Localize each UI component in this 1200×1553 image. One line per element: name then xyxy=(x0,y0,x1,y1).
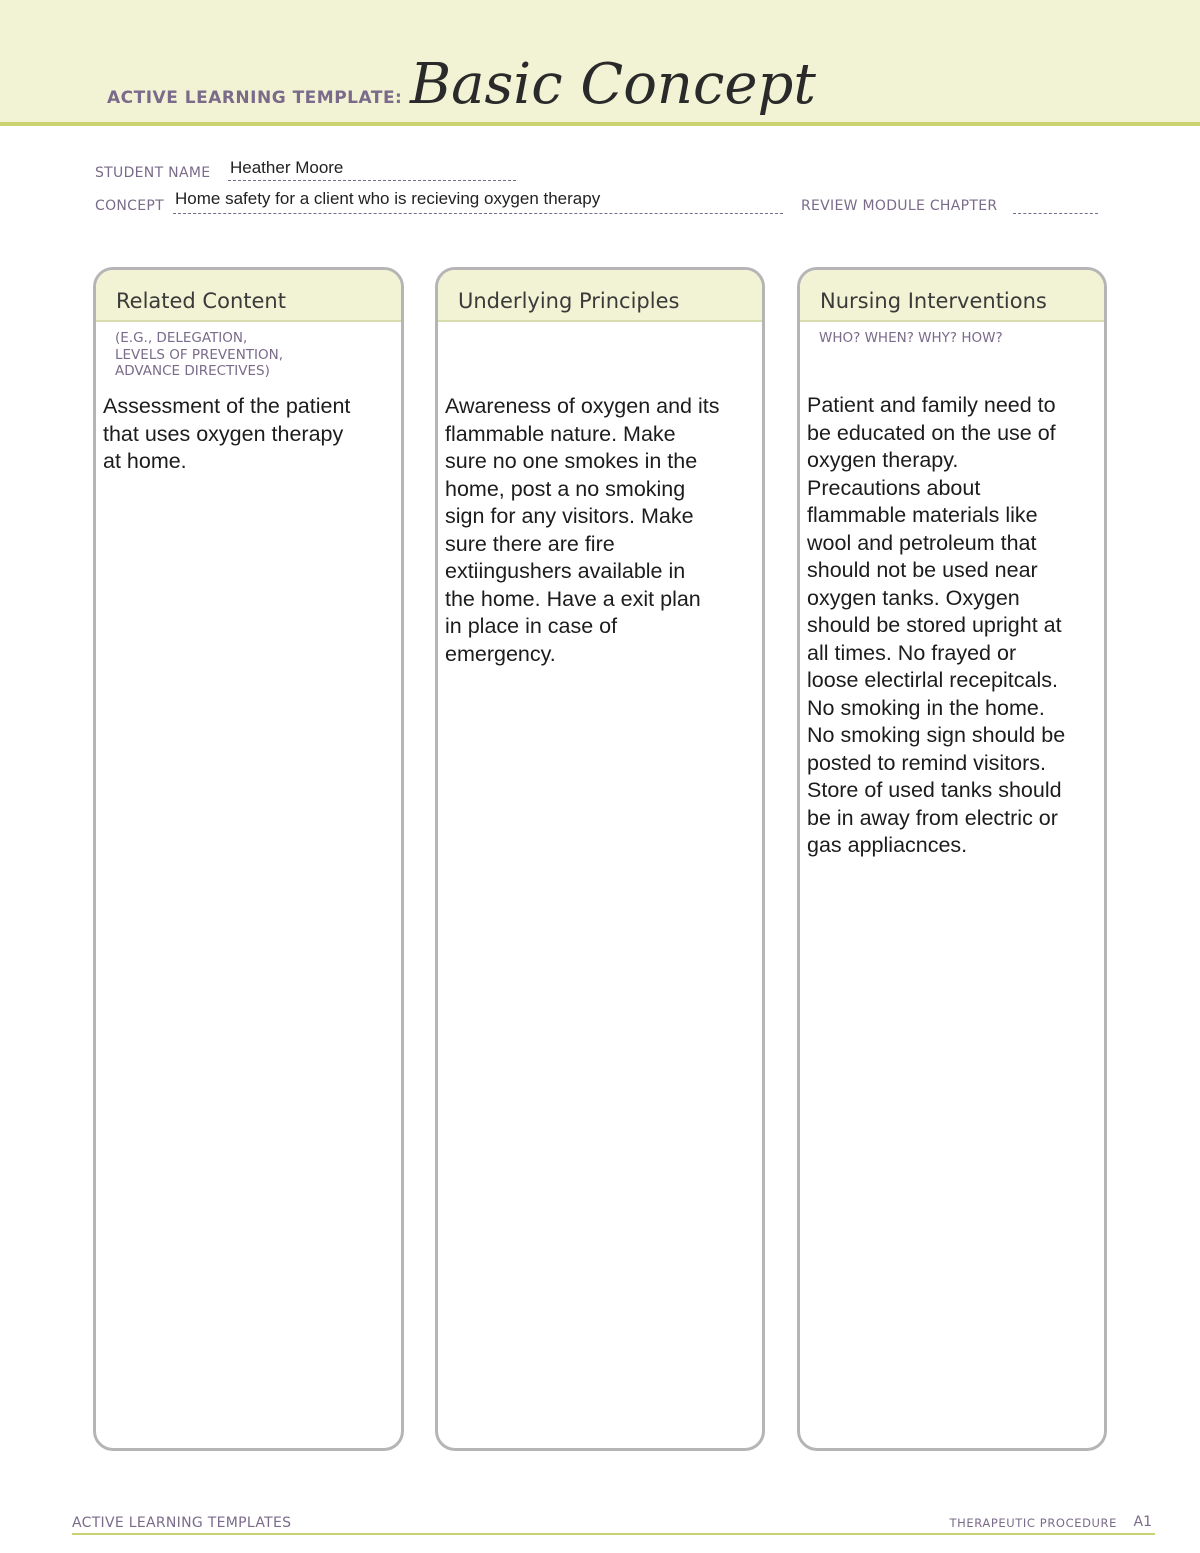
body-line: all times. No frayed or xyxy=(807,640,1017,665)
body-line: No smoking in the home. xyxy=(807,695,1045,720)
body-line: sure there are fire xyxy=(445,531,615,556)
review-module-label: REVIEW MODULE CHAPTER xyxy=(801,198,998,214)
underlying-principles-box xyxy=(435,267,765,1451)
body-line: should be stored upright at xyxy=(807,613,1062,637)
footer-left: ACTIVE LEARNING TEMPLATES xyxy=(72,1515,292,1531)
body-line: oxygen tanks. Oxygen xyxy=(807,585,1020,610)
related-content-text[interactable] xyxy=(103,393,393,476)
body-line: posted to remind visitors. xyxy=(807,750,1046,775)
underlying-principles-heading: Underlying Principles xyxy=(438,270,762,322)
student-name-value[interactable]: Heather Moore xyxy=(230,158,344,177)
underlying-principles-text[interactable] xyxy=(445,393,735,668)
body-line: should not be used near xyxy=(807,558,1038,582)
body-line: be educated on the use of xyxy=(807,420,1056,445)
body-line: loose electirlal recepitcals. xyxy=(807,668,1058,692)
concept-label: CONCEPT xyxy=(95,198,164,214)
template-title: Basic Concept xyxy=(410,52,816,117)
body-line: flammable materials like xyxy=(807,503,1038,527)
body-line: extiingushers available in xyxy=(445,559,686,583)
concept-value[interactable]: Home safety for a client who is recieving oxygen therapy xyxy=(175,189,601,208)
body-line: Store of used tanks should xyxy=(807,778,1062,802)
footer-page-number: A1 xyxy=(1133,1514,1152,1530)
body-line: gas appliacnces. xyxy=(807,833,968,857)
body-line: Patient and family need to xyxy=(807,393,1056,417)
footer-right: THERAPEUTIC PROCEDURE xyxy=(949,1516,1117,1530)
related-content-heading: Related Content xyxy=(96,270,401,322)
related-content-hint xyxy=(96,330,401,380)
body-line: emergency. xyxy=(445,641,556,666)
student-name-label: STUDENT NAME xyxy=(95,165,211,181)
nursing-interventions-hint xyxy=(800,330,1104,347)
hint-line: LEVELS OF PREVENTION, xyxy=(115,346,284,363)
body-line: the home. Have a exit plan xyxy=(445,586,701,611)
body-line: home, post a no smoking xyxy=(445,476,686,501)
body-line: sure no one smokes in the xyxy=(445,449,698,473)
body-line: No smoking sign should be xyxy=(807,723,1066,747)
body-line: Assessment of the patient xyxy=(103,394,351,418)
hint-line: WHO? WHEN? WHY? HOW? xyxy=(819,330,1003,346)
student-name-line xyxy=(228,180,516,181)
concept-line xyxy=(173,213,783,214)
footer-rule xyxy=(72,1533,1155,1535)
review-module-line[interactable] xyxy=(1013,213,1098,214)
body-line: Precautions about xyxy=(807,475,981,500)
body-line: in place in case of xyxy=(445,614,618,638)
body-line: oxygen therapy. xyxy=(807,448,959,472)
header-rule xyxy=(0,122,1200,126)
body-line: sign for any visitors. Make xyxy=(445,504,694,528)
hint-line: ADVANCE DIRECTIVES) xyxy=(115,363,270,379)
nursing-interventions-heading: Nursing Interventions xyxy=(800,270,1104,322)
body-line: be in away from electric or xyxy=(807,805,1058,830)
nursing-interventions-box xyxy=(797,267,1107,1451)
body-line: wool and petroleum that xyxy=(807,530,1037,555)
body-line: Awareness of oxygen and its xyxy=(445,394,720,418)
related-content-box xyxy=(93,267,404,1451)
hint-line: (E.G., DELEGATION, xyxy=(115,330,248,346)
template-label: ACTIVE LEARNING TEMPLATE: xyxy=(107,88,403,108)
nursing-interventions-text[interactable] xyxy=(807,392,1097,860)
body-line: that uses oxygen therapy xyxy=(103,421,344,446)
body-line: at home. xyxy=(103,449,187,473)
body-line: flammable nature. Make xyxy=(445,421,676,446)
